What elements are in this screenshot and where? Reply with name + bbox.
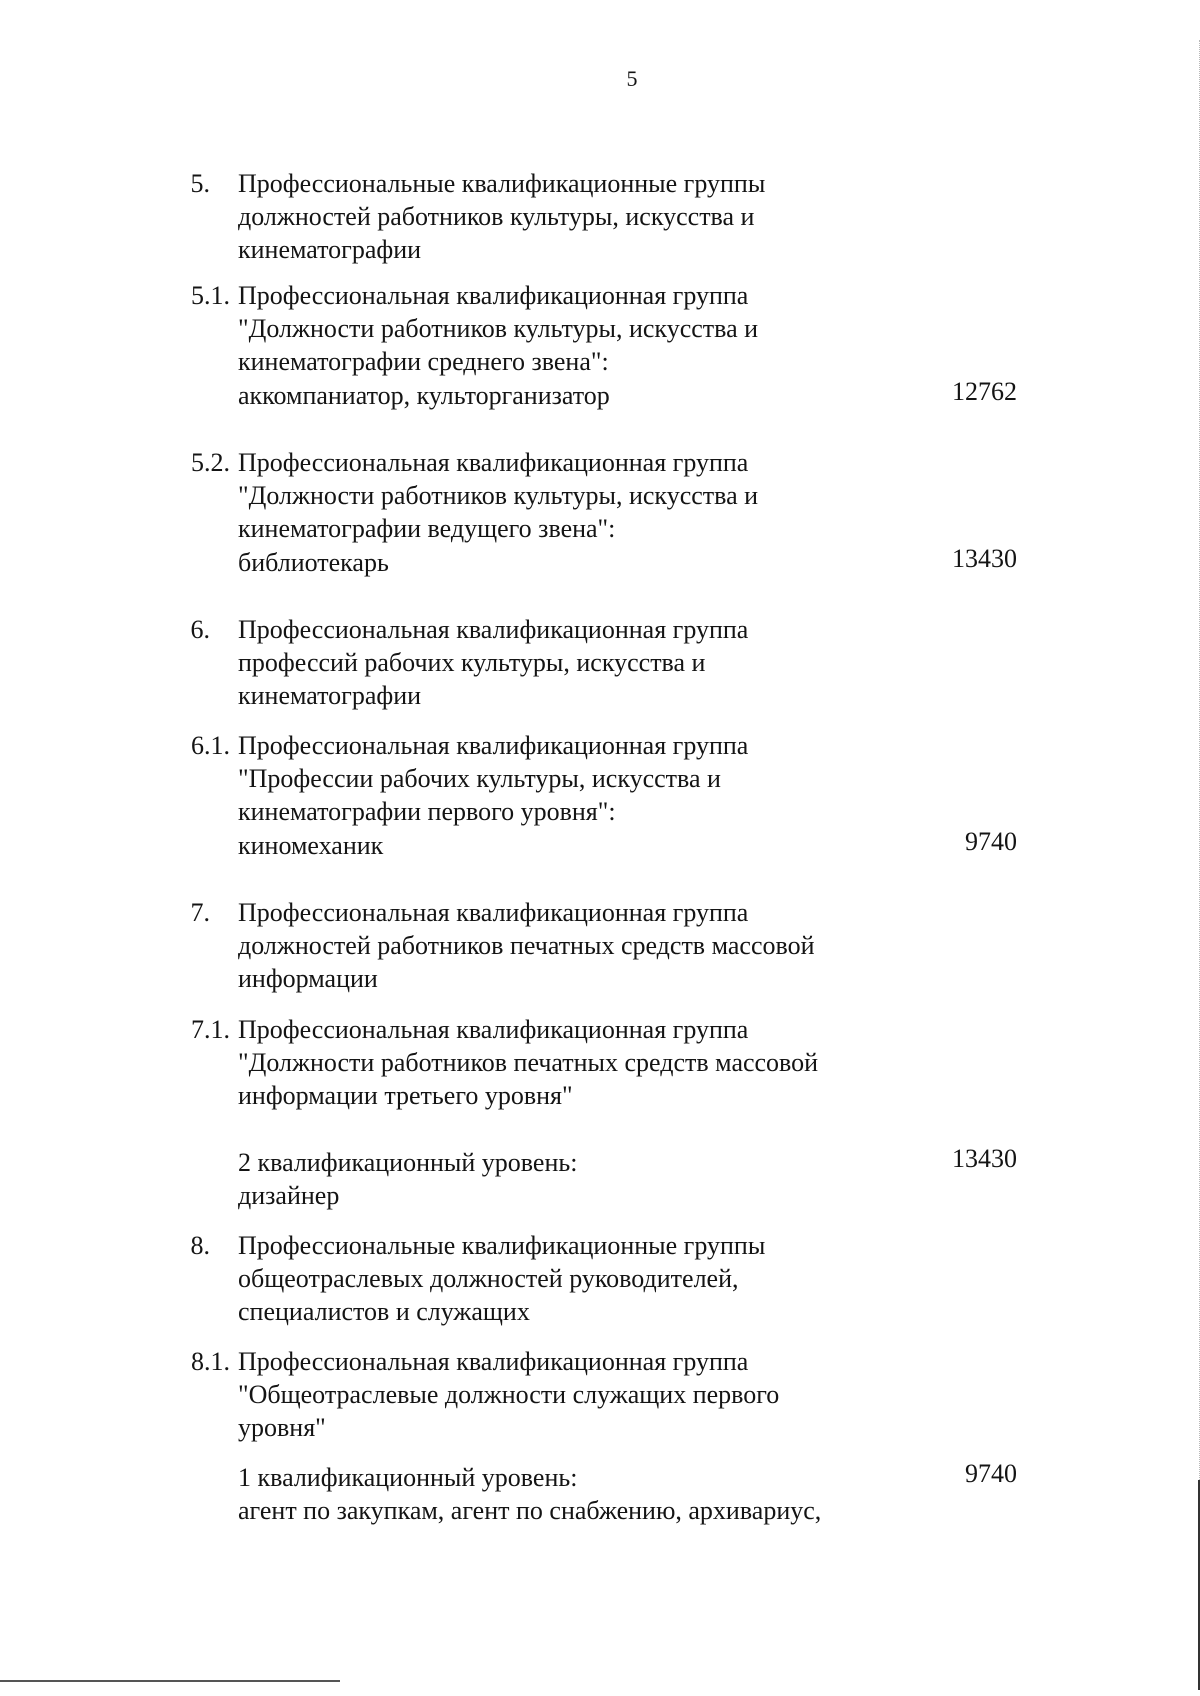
item-text: [238, 1461, 898, 1527]
item-text: [238, 167, 898, 266]
text-line: "Должности работников культуры, искусства и: [238, 481, 759, 510]
text-line: "Общеотраслевые должности служащих первого: [238, 1380, 780, 1409]
text-line: профессий рабочих культуры, искусства и: [238, 648, 706, 677]
text-line: Профессиональная квалификационная группа: [238, 731, 749, 760]
item-text: [238, 446, 898, 545]
item-text: [238, 279, 898, 378]
text-line: 1 квалификационный уровень:: [238, 1463, 578, 1492]
text-line: агент по закупкам, агент по снабжению, архивариус,: [238, 1496, 822, 1525]
text-line: кинематографии ведущего звена":: [238, 514, 616, 543]
text-line: Профессиональная квалификационная группа: [238, 1347, 749, 1376]
item-number: 6.: [190, 615, 210, 644]
item-text: [238, 1013, 898, 1112]
salary-value: 13430: [952, 1144, 1017, 1173]
salary-value: 9740: [965, 827, 1017, 856]
item-number: 5.1.: [191, 281, 230, 310]
item-text: [238, 613, 898, 712]
text-line: Профессиональная квалификационная группа: [238, 898, 749, 927]
item-number: 8.1.: [191, 1347, 230, 1376]
text-line: Профессиональная квалификационная группа: [238, 448, 749, 477]
item-text: [238, 896, 898, 995]
text-line: Профессиональные квалификационные группы: [238, 169, 766, 198]
item-text: [238, 1229, 898, 1328]
text-line: информации: [238, 964, 378, 993]
scan-edge-right: [1196, 40, 1200, 1680]
text-line: библиотекарь: [238, 548, 389, 577]
text-line: Профессиональная квалификационная группа: [238, 615, 749, 644]
item-text: [238, 729, 898, 828]
text-line: Профессиональные квалификационные группы: [238, 1231, 766, 1260]
item-number: 5.: [190, 169, 210, 198]
text-line: информации третьего уровня": [238, 1081, 573, 1110]
text-line: дизайнер: [238, 1181, 340, 1210]
text-line: уровня": [238, 1413, 326, 1442]
text-line: кинематографии: [238, 235, 422, 264]
text-line: Профессиональная квалификационная группа: [238, 281, 749, 310]
item-text: [238, 1146, 898, 1212]
item-text: [238, 1345, 898, 1444]
text-line: кинематографии: [238, 681, 422, 710]
text-line: общеотраслевых должностей руководителей,: [238, 1264, 739, 1293]
scan-edge-bottom: [0, 1680, 340, 1682]
item-text: [238, 379, 898, 412]
salary-value: 12762: [952, 377, 1017, 406]
text-line: "Должности работников печатных средств массовой: [238, 1048, 819, 1077]
item-number: 5.2.: [191, 448, 230, 477]
page-number: 5: [626, 66, 638, 91]
item-number: 8.: [190, 1231, 210, 1260]
salary-value: 13430: [952, 544, 1017, 573]
text-line: аккомпаниатор, культорганизатор: [238, 381, 610, 410]
text-line: специалистов и служащих: [238, 1297, 530, 1326]
text-line: 2 квалификационный уровень:: [238, 1148, 578, 1177]
text-line: "Профессии рабочих культуры, искусства и: [238, 764, 721, 793]
text-line: должностей работников печатных средств массовой: [238, 931, 815, 960]
item-number: 7.: [190, 898, 210, 927]
text-line: должностей работников культуры, искусства и: [238, 202, 755, 231]
text-line: киномеханик: [238, 831, 384, 860]
item-number: 6.1.: [191, 731, 230, 760]
text-line: кинематографии первого уровня":: [238, 797, 616, 826]
salary-value: 9740: [965, 1459, 1017, 1488]
item-text: [238, 829, 898, 862]
text-line: "Должности работников культуры, искусства и: [238, 314, 759, 343]
item-text: [238, 546, 898, 579]
text-line: Профессиональная квалификационная группа: [238, 1015, 749, 1044]
text-line: кинематографии среднего звена":: [238, 347, 609, 376]
item-number: 7.1.: [191, 1015, 230, 1044]
